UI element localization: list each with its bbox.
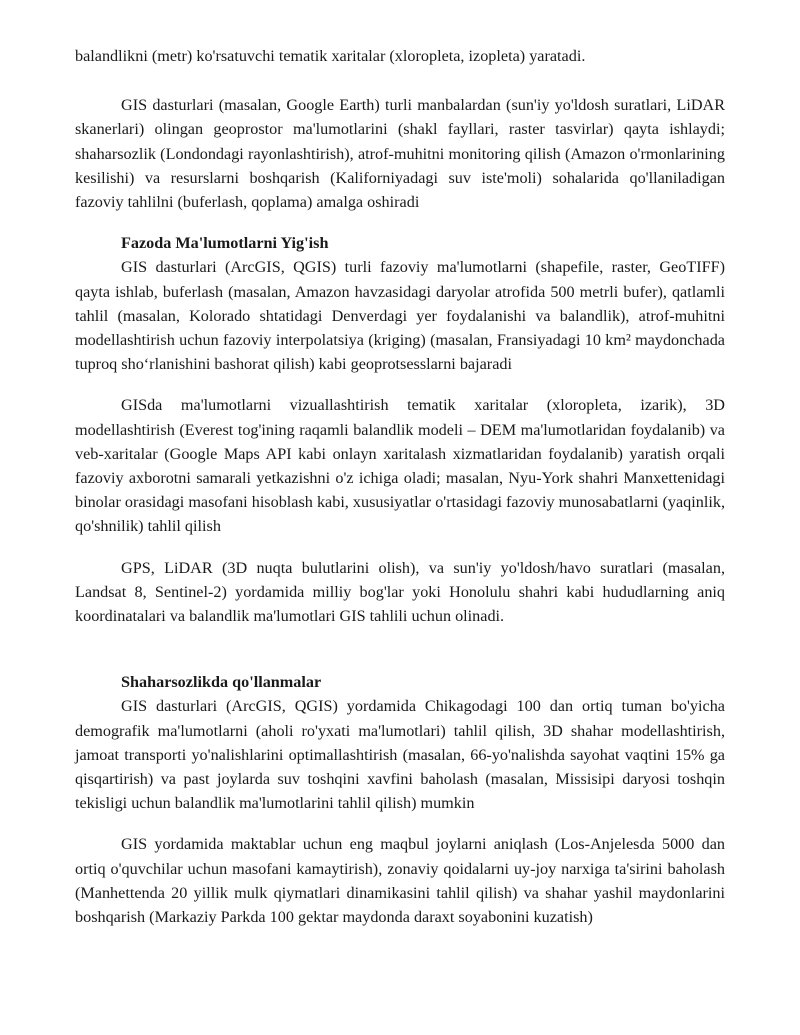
section-heading-data-collection: Fazoda Ma'lumotlarni Yig'ish — [121, 234, 329, 253]
paragraph-gap — [75, 628, 725, 670]
paragraph-urban-analysis: GIS dasturlari (ArcGIS, QGIS) yordamida Chikagodagi 100 dan ortiq tuman bo'yicha demografik ma'lumotlarni (aholi ro'yxati ma'lumotlari) tahlil qilish, 3D shahar modellashtirish, jamoat transporti yo'nalishlarini optimallashtirish (masalan, 66-yo'nalishda sayohat vaqtini 15% ga qisqartirish) va past joylarda suv toshqini xavfini baholash (masalan, Missisipi daryosi toshqin tekisligi uchun balandlik ma'lumotlarini tahlil qilish) mumkin — [75, 697, 725, 813]
paragraph-visualization: GISda ma'lumotlarni vizuallashtirish tematik xaritalar (xloropleta, izarik), 3D modellashtirish (Everest tog'ining raqamli balandlik modeli – DEM ma'lumotlaridan foydalanib) va veb-xaritalar (Google Maps API kabi onlayn xaritalash xizmatlaridan foydalanib) yaratish orqali fazoviy axborotni samarali yetkazishni o'z ichiga oladi; masalan, Nyu-York shahri Manxettenidagi binolar orasidagi masofani hisoblash kabi, xususiyatlar o'rtasidagi fazoviy munosabatlarni (yaqinlik, qo'shnilik) tahlil qilish — [75, 396, 725, 536]
paragraph-gap — [75, 68, 725, 93]
paragraph-gap — [75, 539, 725, 556]
paragraph-geoprocessing: GIS dasturlari (ArcGIS, QGIS) turli fazoviy ma'lumotlarni (shapefile, raster, GeoTIFF) qayta ishlab, buferlash (masalan, Amazon havzasidagi daryolar atrofida 500 metrli bufer), qatlamli tahlil (masalan, Kolorado shtatidagi Denverdagi yer foydalanishi va balandlik), atrof-muhitni modellashtirish uchun fazoviy interpolatsiya (kriging) (masalan, Fransiyadagi 10 km² maydonchada tuproq sho‘rlanishini bashorat qilish) kabi geoprotsesslarni bajaradi — [75, 258, 725, 374]
paragraph-gap — [75, 376, 725, 393]
paragraph-gap — [75, 214, 725, 231]
paragraph-gis-software: GIS dasturlari (masalan, Google Earth) turli manbalardan (sun'iy yo'ldosh suratlari, LiDAR skanerlari) olingan geoprostor ma'lumotlarini (shakl fayllari, raster tasvirlar) qayta ishlaydi; shaharsozlik (Londondagi rayonlashtirish), atrof-muhitni monitoring qilish (Amazon o'rmonlarining kesilishi) va resurslarni boshqarish (Kaliforniyadagi suv iste'moli) sohalarida qo'llaniladigan fazoviy tahlilni (buferlash, qoplama) amalga oshiradi — [75, 96, 725, 212]
paragraph-gap — [75, 815, 725, 832]
section-heading-urban-planning: Shaharsozlikda qo'llanmalar — [121, 673, 322, 692]
paragraph-continuation: balandlikni (metr) ko'rsatuvchi tematik xaritalar (xloropleta, izopleta) yaratadi. — [75, 47, 586, 65]
document-page — [75, 44, 725, 929]
paragraph-data-acquisition: GPS, LiDAR (3D nuqta bulutlarini olish), va sun'iy yo'ldosh/havo suratlari (masalan, Landsat 8, Sentinel-2) yordamida milliy bog'lar yoki Honolulu shahri kabi hududlarning aniq koordinatalari va balandlik ma'lumotlari GIS tahlili uchun olinadi. — [75, 558, 725, 626]
paragraph-site-selection: GIS yordamida maktablar uchun eng maqbul joylarni aniqlash (Los-Anjelesda 5000 dan ortiq o'quvchilar uchun masofani kamaytirish), zonaviy qoidalarni uy-joy narxiga ta'sirini baholash (Manhettenda 20 yillik mulk qiymatlari dinamikasini tahlil qilish) va shahar yashil maydonlarini boshqarish (Markaziy Parkda 100 gektar maydonda daraxt soyabonini kuzatish) — [75, 835, 725, 927]
